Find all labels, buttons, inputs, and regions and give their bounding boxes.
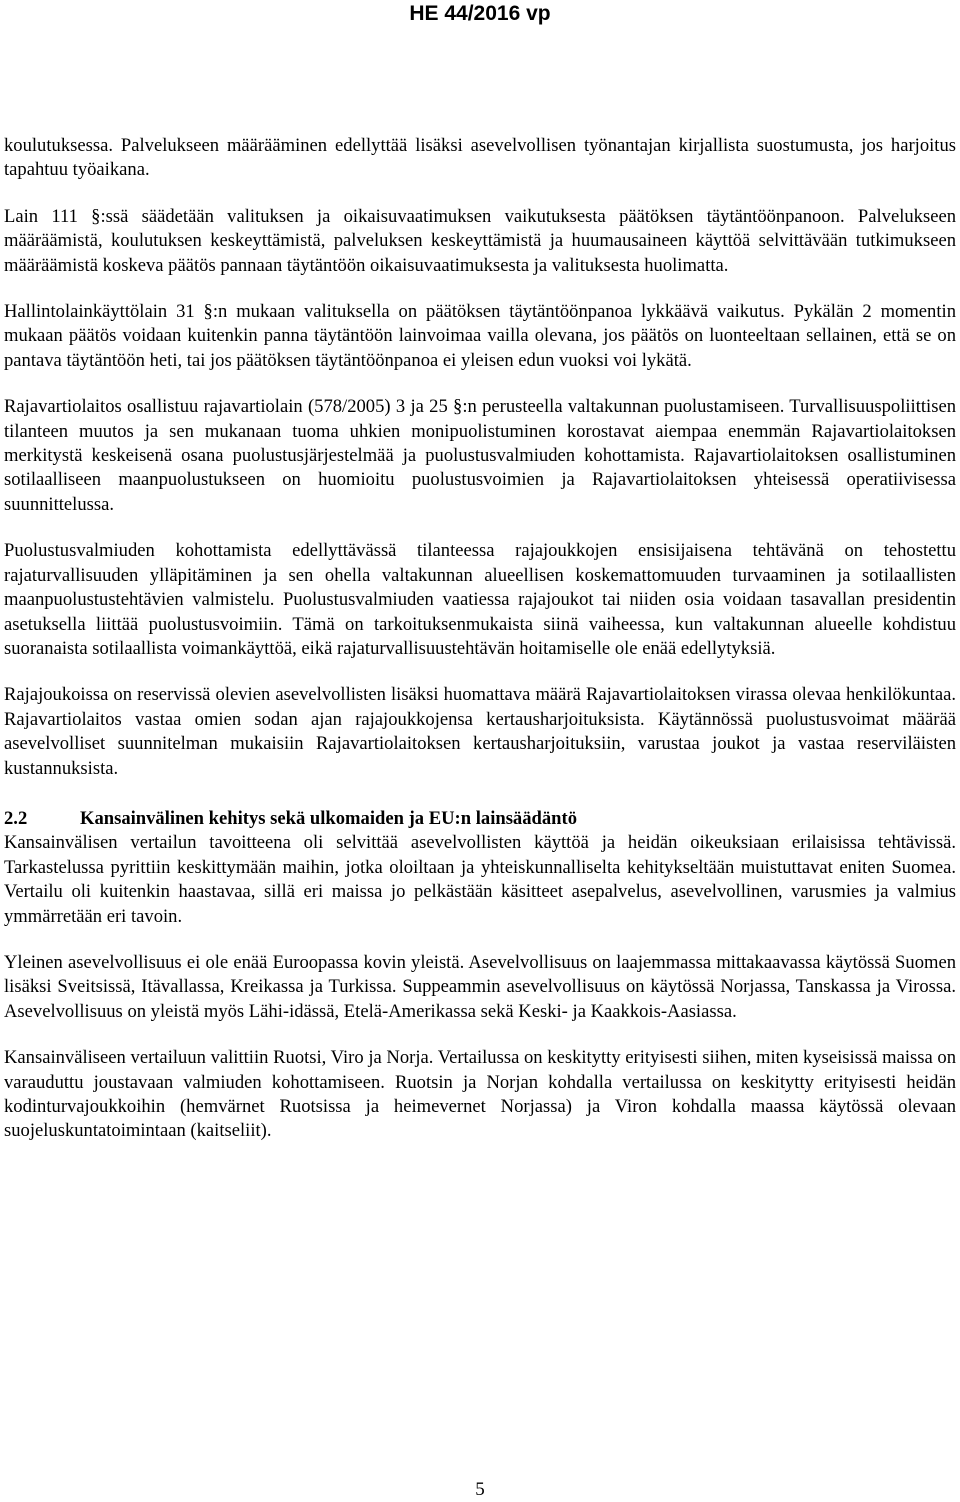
paragraph: Kansainvälisen vertailun tavoitteena oli selvittää asevelvollisten käyttöä ja heidän oikeuksiaan erilaisissa tehtävissä. Tarkastelussa pyrittiin keskittymään maihin, jotka oloiltaan ja yhteiskunnalliselta kehitykseltään muistuttavat eniten Suomea. Vertailu oli kuitenkin haastavaa, sillä eri maissa jo pelkästään käsitteet asepalvelus, asevelvollinen, varusmies ja valmius ymmärretään eri tavoin. — [4, 832, 956, 927]
paragraph: Kansainväliseen vertailuun valittiin Ruotsi, Viro ja Norja. Vertailussa on keskitytty erityisesti siihen, miten kyseisissä maissa on varauduttu joustavaan valmiuden kohottamiseen. Ruotsin ja Norjan kohdalla vertailussa on keskitytty erityisesti heidän kodinturvajoukkoihin (hemvärnet Ruotsissa ja heimevernet Norjassa) ja Viron kohdalla maassa käytössä olevaan suojeluskuntatoimintaan (kaitseliit). — [4, 1047, 956, 1142]
paragraph: Rajavartiolaitos osallistuu rajavartiolain (578/2005) 3 ja 25 §:n perusteella valtakunnan puolustamiseen. Turvallisuuspoliittisen tilanteen muutos ja sen mukanaan tuoma uhkien monipuolistuminen korostavat aiempaa enemmän Rajavartiolaitoksen merkitystä keskeisenä osana puolustusjärjestelmää ja puolustusvalmiuden kohottamista. Rajavartiolaitoksen osallistuminen sotilaalliseen maanpuolustukseen on huomioitu puolustusvoimien ja Rajavartiolaitoksen yhteisessä operatiivisessa suunnittelussa. — [4, 396, 956, 515]
document-body — [4, 134, 956, 1144]
paragraph: Lain 111 §:ssä säädetään valituksen ja oikaisuvaatimuksen vaikutuksesta päätöksen täytäntöönpanoon. Palvelukseen määräämistä, koulutuksen keskeyttämistä, palveluksen keskeyttämistä ja huumausaineen käyttöä selvittävään tutkimukseen määräämistä koskeva päätös pannaan täytäntöön oikaisuvaatimuksesta ja valituksesta huolimatta. — [4, 205, 956, 276]
section-number: 2.2 — [4, 807, 28, 829]
section-heading — [4, 807, 956, 831]
paragraph: koulutuksessa. Palvelukseen määrääminen edellyttää lisäksi asevelvollisen työnantajan kirjallista suostumusta, jos harjoitus tapahtuu työaikana. — [4, 135, 956, 181]
section-title: Kansainvälinen kehitys sekä ulkomaiden ja EU:n lainsäädäntö — [80, 807, 577, 829]
paragraph: Puolustusvalmiuden kohottamista edellyttävässä tilanteessa rajajoukkojen ensisijaisena tehtävänä on tehostettu rajaturvallisuuden ylläpitäminen ja sen ohella valtakunnan alueellisen koskemattomuuden turvaaminen ja sotilaallisten maanpuolustustehtävien valmistelu. Puolustusvalmiuden vaatiessa rajajoukot tai niiden osia voidaan tasavallan presidentin asetuksella liittää puolustusvoimiin. Tämä on tarkoituksenmukaista siinä vaiheessa, kun valtakunnan alueelle kohdistuu suoranaista sotilaallista voimankäyttöä, eikä rajaturvallisuustehtävän hoitamiselle ole enää edellytyksiä. — [4, 540, 956, 659]
paragraph: Rajajoukoissa on reservissä olevien asevelvollisten lisäksi huomattava määrä Rajavartiolaitoksen virassa olevaa henkilökuntaa. Rajavartiolaitos vastaa omien sodan ajan rajajoukkojensa kertausharjoituksista. Käytännössä puolustusvoimat määrää asevelvolliset suunnitelman mukaisiin Rajavartiolaitoksen kertausharjoituksiin, varustaa joukot ja vastaa reserviläisten kustannuksista. — [4, 684, 956, 779]
document-id: HE 44/2016 vp — [409, 2, 551, 25]
page-number: 5 — [475, 1479, 485, 1500]
document-header — [0, 0, 960, 28]
paragraph: Hallintolainkäyttölain 31 §:n mukaan valituksella on päätöksen täytäntöönpanoa lykkäävä vaikutus. Pykälän 2 momentin mukaan päätös voidaan kuitenkin panna täytäntöön lainvoimaa vailla olevana, jos päätös on luonteeltaan sellainen, että se on pantava täytäntöön heti, tai jos päätöksen täytäntöönpanoa ei yleisen edun vuoksi voi lykätä. — [4, 301, 956, 371]
paragraph: Yleinen asevelvollisuus ei ole enää Euroopassa kovin yleistä. Asevelvollisuus on laajemmassa mittakaavassa käytössä Suomen lisäksi Sveitsissä, Itävallassa, Kreikassa ja Turkissa. Suppeammin asevelvollisuus on käytössä Norjassa, Tanskassa ja Virossa. Asevelvollisuus on yleistä myös Lähi-idässä, Etelä-Amerikassa sekä Keski- ja Kaakkois-Aasiassa. — [4, 951, 956, 1022]
